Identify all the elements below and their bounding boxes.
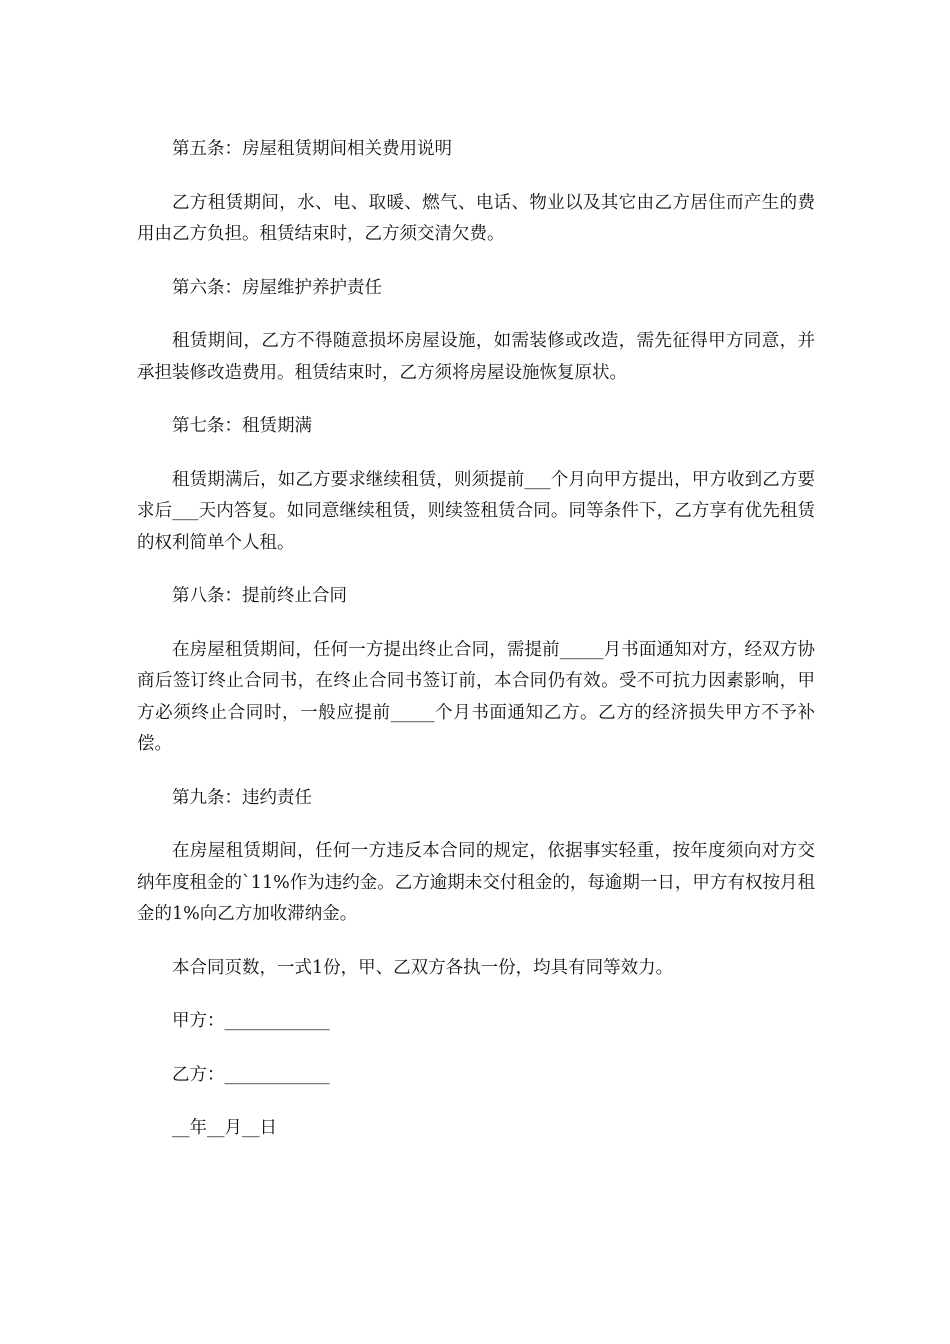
article-5-heading: 第五条：房屋租赁期间相关费用说明 <box>172 139 452 159</box>
article-8-body: 在房屋租赁期间，任何一方提出终止合同，需提前_____月书面通知对方，经双方协商后签订终止合同书，在终止合同书签订前，本合同仍有效。受不可抗力因素影响，甲方必须终止合同时，一般应提前_____个月书面通知乙方。乙方的经济损失甲方不予补偿。 <box>137 639 815 754</box>
party-b-signature-line: 乙方：____________ <box>172 1064 330 1085</box>
article-9-body: 在房屋租赁期间，任何一方违反本合同的规定，依据事实轻重，按年度须向对方交纳年度租金的`11%作为违约金。乙方逾期未交付租金的，每逾期一日，甲方有权按月租金的1%向乙方加收滞纳金。 <box>137 841 815 924</box>
article-7-heading: 第七条：租赁期满 <box>172 416 312 436</box>
date-line: __年__月__日 <box>172 1118 277 1138</box>
copies-clause: 本合同页数，一式1份，甲、乙双方各执一份，均具有同等效力。 <box>172 957 674 978</box>
party-a-signature-line: 甲方：____________ <box>172 1011 330 1031</box>
article-6-body: 租赁期间，乙方不得随意损坏房屋设施，如需装修或改造，需先征得甲方同意，并承担装修改造费用。租赁结束时，乙方须将房屋设施恢复原状。 <box>137 331 815 383</box>
article-6-heading: 第六条：房屋维护养护责任 <box>172 277 382 298</box>
article-7-body: 租赁期满后，如乙方要求继续租赁，则须提前___个月向甲方提出，甲方收到乙方要求后___天内答复。如同意继续租赁，则续签租赁合同。同等条件下，乙方享有优先租赁的权利简单个人租。 <box>137 469 815 553</box>
article-9-heading: 第九条：违约责任 <box>172 787 312 808</box>
article-5-body: 乙方租赁期间，水、电、取暖、燃气、电话、物业以及其它由乙方居住而产生的费用由乙方负担。租赁结束时，乙方须交清欠费。 <box>137 192 815 244</box>
article-8-heading: 第八条：提前终止合同 <box>172 586 347 606</box>
document-body <box>137 134 815 1145</box>
